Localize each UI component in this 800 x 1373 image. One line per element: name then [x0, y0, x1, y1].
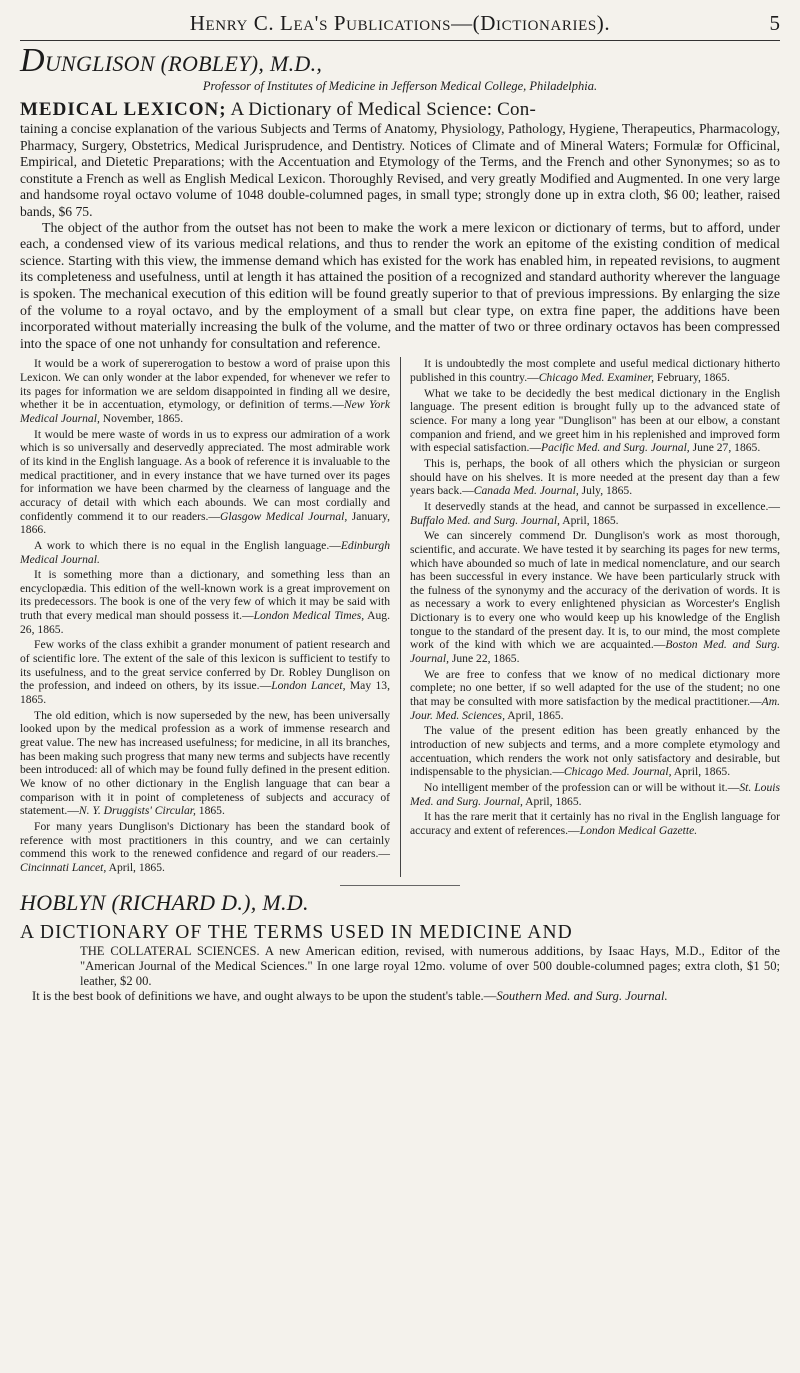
review-source: New York Medical Journal, — [20, 398, 391, 425]
review-quote — [410, 500, 780, 527]
running-head — [20, 6, 780, 41]
book-description: taining a concise explanation of the various Subjects and Terms of Anatomy, Physiology, Pathology, Hygiene, Therapeutics, Pharmacology, Pharmacy, Surgery, Obstetrics, Medical Jurisprudence, and Dentistry. Notices of Climate and of Mineral Waters; Formulæ for Officinal, Empirical, and Dietetic Preparations; with the Accentuation and Etymology of the Terms, and the French and other Synonymes; so as to constitute a French as well as English Medical Lexicon. Thoroughly Revised, and very greatly Modified and Augmented. In one very large and handsome royal octavo volume of 1048 double-columned pages, in small type; strongly done up in extra cloth, $6 00; leather, raised bands, $6 75. — [20, 121, 780, 219]
review-date: Aug. 26, 1865. — [20, 609, 390, 636]
review-text: It would be a work of supererogation to bestow a word of praise upon this Lexicon. We can only wonder at the labor expended, for whenever we refer to its pages for information we are seldom disappointed in finding all we desire, whether it be in accentuation, etymology, or definition of terms.— — [20, 357, 390, 412]
review-text: It deservedly stands at the head, and cannot be surpassed in excellence.— — [424, 499, 780, 513]
review-quote — [410, 357, 780, 384]
review-text: The old edition, which is now superseded by the new, has been universally looked upon by the medical profession as a work of immense research and great value. The new has increased usefulness; for medicine, in all its branches, has been making such progress that many new terms and subjects have recently been introduced: all of which may be found fully defined in the present edition. We know of no other dictionary in the English language that can bear a comparison with it in point of completeness of subjects and accuracy of statement.— — [20, 708, 390, 818]
review-source: London Medical Gazette. — [579, 823, 698, 837]
author-dropcap: D — [20, 42, 45, 79]
review-quote — [410, 457, 780, 498]
review-text: What we take to be decidedly the best medical dictionary in the English language. The present edition is brought fully up to the advanced state of science. For many a long year "Dunglison" has been at our elbow, a constant companion and friend, and we greet him in his replenished and improved form with especial satisfaction.— — [410, 386, 780, 455]
review-source: London Medical Times, — [253, 609, 365, 623]
review-quote-2 — [20, 989, 780, 1004]
review-quote — [410, 810, 780, 837]
publisher-introduction: The object of the author from the outset has not been to make the work a mere lexicon or dictionary of terms, but to afford, under each, a condensed view of its various medical relations, and thus to render the work an epitome of the existing condition of medical science. Starting with this view, the immense demand which has existed for the work has enabled him, in repeated revisions, to augment its completeness and usefulness, until at length it has attained the position of a recognized and standard authority wherever the language is spoken. The mechanical execution of this edition will be found greatly superior to that of previous impressions. By enlarging the size of the volume to a royal octavo, and by the employment of a small but clear type, on extra fine paper, the additions have been incorporated without materially increasing the bulk of the volume, and the matter of two or three ordinary octavos has been compressed into the space of one not unhandy for consultation and reference. — [20, 220, 780, 352]
review-source: Chicago Med. Examiner, — [538, 370, 654, 384]
review-text: It is undoubtedly the most complete and useful medical dictionary hitherto published in this country.— — [410, 357, 780, 384]
review-date: April, 1865. — [106, 860, 165, 874]
page — [20, 0, 780, 1004]
book-title-sub: A Dictionary of Medical Science: Con- — [230, 99, 536, 120]
review-source: Southern Med. and Surg. Journal. — [496, 988, 668, 1003]
review-date: November, 1865. — [99, 411, 184, 425]
review-date: April, 1865. — [671, 765, 731, 779]
review-text: No intelligent member of the profession can or will be without it.— — [424, 781, 740, 794]
review-text: For many years Dunglison's Dictionary has been the standard book of reference with most practitioners in this country, and we can certainly commend this work to the renewed confidence and regard of our readers.— — [20, 819, 390, 861]
review-date: June 22, 1865. — [448, 652, 520, 666]
book-title — [20, 98, 780, 121]
section-divider — [340, 885, 460, 886]
review-date: April, 1865. — [522, 794, 582, 808]
review-date: May 13, 1865. — [20, 679, 390, 707]
book-description-2: THE COLLATERAL SCIENCES. A new American edition, revised, with numerous additions, by Isaac Hays, M.D., Editor of the "American Journal of the Medical Sciences." In one large royal 12mo. volume of over 500 double-columned pages; extra cloth, $1 50; leather, $2 00. — [80, 943, 780, 988]
reviews-right-column — [410, 357, 780, 876]
author-heading-2: HOBLYN (RICHARD D.), M.D. — [20, 889, 309, 915]
entry-hoblyn — [20, 890, 780, 1004]
review-text: We can sincerely commend Dr. Dunglison's work as most thorough, scientific, and accurate. We have tested it by searching its pages for new terms, which have abounded so much of late in medical nomenclature, and our search has been successful in every instance. We have been particularly struck with the fulness of the synonymy and the accuracy of the derivation of words. It is as necessary a work to every enlightened physician as Worcester's English Dictionary is to every one who would keep up his knowledge of the English tongue to the standard of the present day. It is, to our mind, the most complete work of the kind with which we are acquainted.— — [410, 529, 780, 652]
review-source: N. Y. Druggists' Circular, — [78, 804, 196, 818]
review-source: Boston Med. and Surg. Journal, — [410, 638, 780, 666]
review-quote — [20, 539, 390, 566]
review-text: A work to which there is no equal in the English language.— — [34, 538, 341, 552]
review-text: It is the best book of definitions we have, and ought always to be upon the student's table.— — [32, 988, 497, 1003]
review-quote — [20, 820, 390, 875]
reviews-columns — [20, 357, 780, 876]
review-date: June 27, 1865. — [689, 441, 761, 455]
review-quote — [410, 724, 780, 779]
page-number: 5 — [769, 11, 780, 35]
review-quote — [20, 568, 390, 636]
review-date: April, 1865. — [504, 708, 564, 722]
review-source: Cincinnati Lancet, — [20, 860, 107, 874]
review-text: It would be mere waste of words in us to express our admiration of a work which is so universally and deservedly appreciated. The most admirable work of its kind in the English language. As a book of reference it is invaluable to the medical practitioner, and in every instance that we have turned over its pages for information we have been charmed by the clearness of language and the accuracy of detail with which each abounds. We can most cordially and confidently commend it to our readers.— — [20, 427, 390, 523]
review-source: London Lancet, — [271, 679, 346, 693]
author-affiliation: Professor of Institutes of Medicine in Jefferson Medical College, Philadelphia. — [202, 79, 598, 93]
review-quote — [410, 781, 780, 808]
review-text: Few works of the class exhibit a grander monument of patient research and of scientific lore. The extent of the sale of this lexicon is sufficient to testify to its usefulness, and to the great service conferred by Dr. Robley Dunglison on the profession, and indeed on others, by its issue.— — [20, 638, 390, 693]
book-title-main: MEDICAL LEXICON; — [20, 99, 227, 120]
review-quote — [20, 357, 390, 425]
review-text: This is, perhaps, the book of all others which the physician or surgeon should have on his shelves. It is more needed at the present day than a few years back.— — [410, 456, 780, 498]
review-source: Pacific Med. and Surg. Journal, — [541, 441, 690, 455]
review-quote — [20, 638, 390, 706]
review-source: Buffalo Med. and Surg. Journal, — [410, 513, 560, 527]
review-quote — [410, 529, 780, 666]
column-divider — [400, 357, 401, 876]
running-head-title: Henry C. Lea's Publications—(Dictionaries). — [189, 11, 611, 35]
review-source: Edinburgh Medical Journal. — [20, 538, 390, 566]
review-date: February, 1865. — [653, 370, 730, 384]
review-source: Am. Jour. Med. Sciences, — [410, 695, 780, 722]
review-source: Canada Med. Journal, — [473, 484, 579, 498]
review-source: Chicago Med. Journal, — [563, 765, 672, 779]
review-quote — [410, 387, 780, 455]
author-heading — [20, 42, 780, 79]
review-quote — [410, 668, 780, 723]
author-name: UNGLISON (ROBLEY), M.D., — [44, 51, 323, 76]
review-date: January, 1866. — [20, 509, 390, 537]
review-date: April, 1865. — [559, 513, 619, 527]
review-source: St. Louis Med. and Surg. Journal, — [410, 781, 780, 808]
review-text: We are free to confess that we know of no medical dictionary more complete; no one better, if so well adapted for the use of the student; no one that may be consulted with more satisfaction by the medical practitioner.— — [410, 667, 780, 709]
review-date: 1865. — [195, 804, 225, 818]
entry-dunglison — [20, 42, 780, 877]
review-text: It has the rare merit that it certainly has no rival in the English language for accuracy and extent of references.— — [410, 810, 780, 837]
reviews-left-column — [20, 357, 390, 876]
review-quote — [20, 428, 390, 537]
review-quote — [20, 709, 390, 818]
book-title-2: A DICTIONARY OF THE TERMS USED IN MEDICINE AND — [20, 921, 573, 943]
review-date: July, 1865. — [578, 484, 633, 498]
review-text: It is something more than a dictionary, and something less than an encyclopædia. This edition of the well-known work is a great improvement on its predecessors. The book is one of the very few of which it may be said with truth that every medical man should possess it.— — [20, 568, 390, 623]
review-text: The value of the present edition has been greatly enhanced by the introduction of new subjects and terms, and a more complete etymology and accentuation, which renders the work not only satisfactory and desirable, but indispensable to the physician.— — [410, 724, 780, 779]
review-source: Glasgow Medical Journal, — [220, 509, 348, 523]
